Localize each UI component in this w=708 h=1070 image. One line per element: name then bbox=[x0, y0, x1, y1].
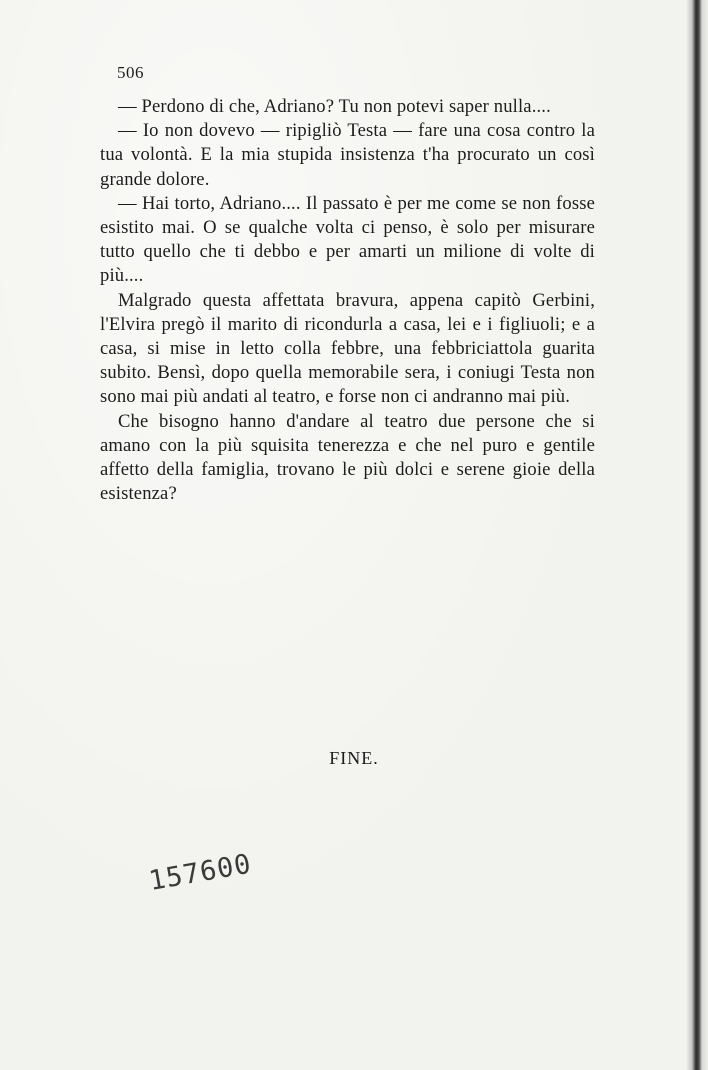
paragraph-2: — Io non dovevo — ripigliò Testa — fare una cosa contro la tua volontà. E la mia stupida insistenza t'ha procurato un così grande dolore. bbox=[100, 120, 595, 190]
paragraph-4: Malgrado questa affettata bravura, appena capitò Gerbini, l'Elvira pregò il marito di ricondurla a casa, lei e i figliuoli; e a casa, si mise in letto colla febbre, una febbriciattola guarita subito. Bensì, dopo quella memorabile sera, i coniugi Testa non sono mai più andati al teatro, e forse non ci andranno mai più. bbox=[100, 289, 595, 408]
paragraph-5: Che bisogno hanno d'andare al teatro due persone che si amano con la più squisita tenerezza e che nel puro e gentile affetto della famiglia, trovano le più dolci e serene gioie della esistenza? bbox=[100, 410, 595, 505]
end-mark: FINE. bbox=[329, 748, 379, 768]
body-text bbox=[100, 95, 595, 506]
paragraph-3: — Hai torto, Adriano.... Il passato è per me come se non fosse esistito mai. O se qualche volta ci penso, è solo per misurare tutto quello che ti debbo e per amarti un milione di volte di più.... bbox=[100, 192, 595, 287]
page-number: 506 bbox=[117, 63, 144, 82]
page-edge bbox=[686, 0, 708, 1070]
paragraph-1: — Perdono di che, Adriano? Tu non potevi saper nulla.... bbox=[118, 96, 551, 117]
inventory-stamp-number: 157600 bbox=[146, 848, 254, 897]
